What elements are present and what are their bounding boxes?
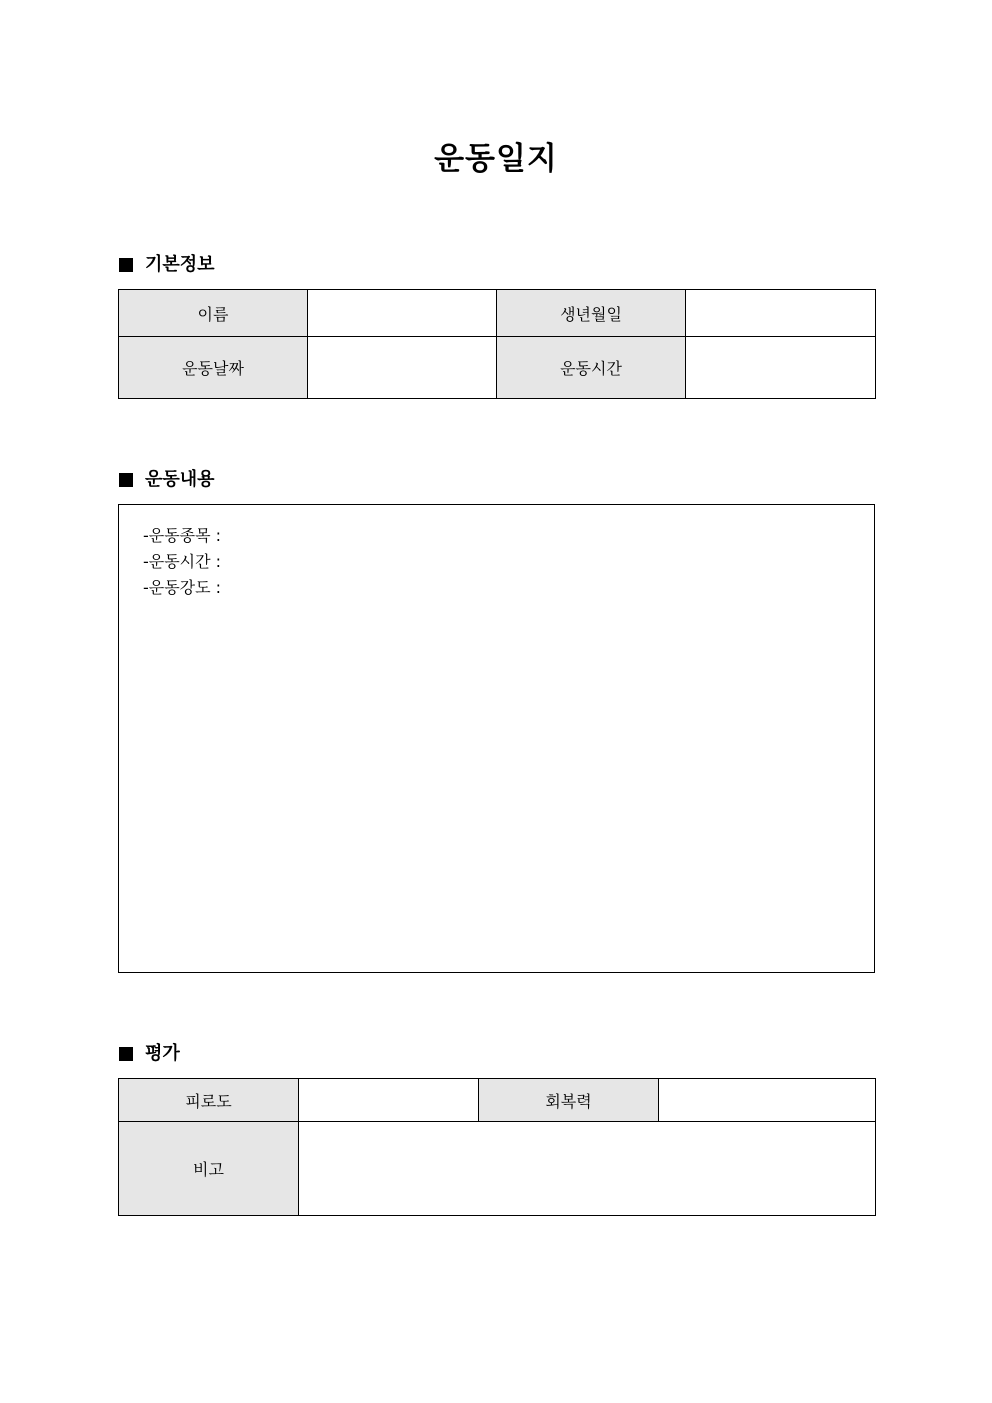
fatigue-label: 피로도 [119, 1079, 299, 1122]
section-heading-basic-info [119, 253, 215, 277]
table-row [119, 1079, 876, 1122]
exercise-date-label: 운동날짜 [119, 337, 308, 399]
square-bullet-icon [119, 258, 133, 272]
evaluation-table [118, 1078, 876, 1216]
exercise-intensity-line: -운동강도 : [143, 578, 222, 597]
exercise-time-field[interactable] [686, 337, 876, 399]
table-row [119, 337, 876, 399]
notes-field[interactable] [299, 1122, 876, 1216]
birthdate-field[interactable] [686, 290, 876, 337]
recovery-label: 회복력 [479, 1079, 659, 1122]
exercise-duration-line: -운동시간 : [143, 552, 222, 571]
square-bullet-icon [119, 473, 133, 487]
exercise-time-label: 운동시간 [497, 337, 686, 399]
table-row [119, 1122, 876, 1216]
section-title-basic-info: 기본정보 [145, 254, 215, 275]
square-bullet-icon [119, 1047, 133, 1061]
exercise-content-box[interactable] [118, 504, 875, 973]
recovery-field[interactable] [659, 1079, 876, 1122]
exercise-type-line: -운동종목 : [143, 526, 222, 545]
notes-label: 비고 [119, 1122, 299, 1216]
basic-info-table [118, 289, 876, 399]
exercise-date-field[interactable] [308, 337, 497, 399]
fatigue-field[interactable] [299, 1079, 479, 1122]
exercise-content-lines [143, 523, 221, 601]
section-title-exercise: 운동내용 [145, 469, 215, 490]
section-title-evaluation: 평가 [145, 1043, 180, 1064]
name-label: 이름 [119, 290, 308, 337]
section-heading-evaluation [119, 1042, 180, 1066]
section-heading-exercise [119, 468, 215, 492]
table-row [119, 290, 876, 337]
birthdate-label: 생년월일 [497, 290, 686, 337]
page-title: 운동일지 [434, 141, 558, 177]
name-field[interactable] [308, 290, 497, 337]
